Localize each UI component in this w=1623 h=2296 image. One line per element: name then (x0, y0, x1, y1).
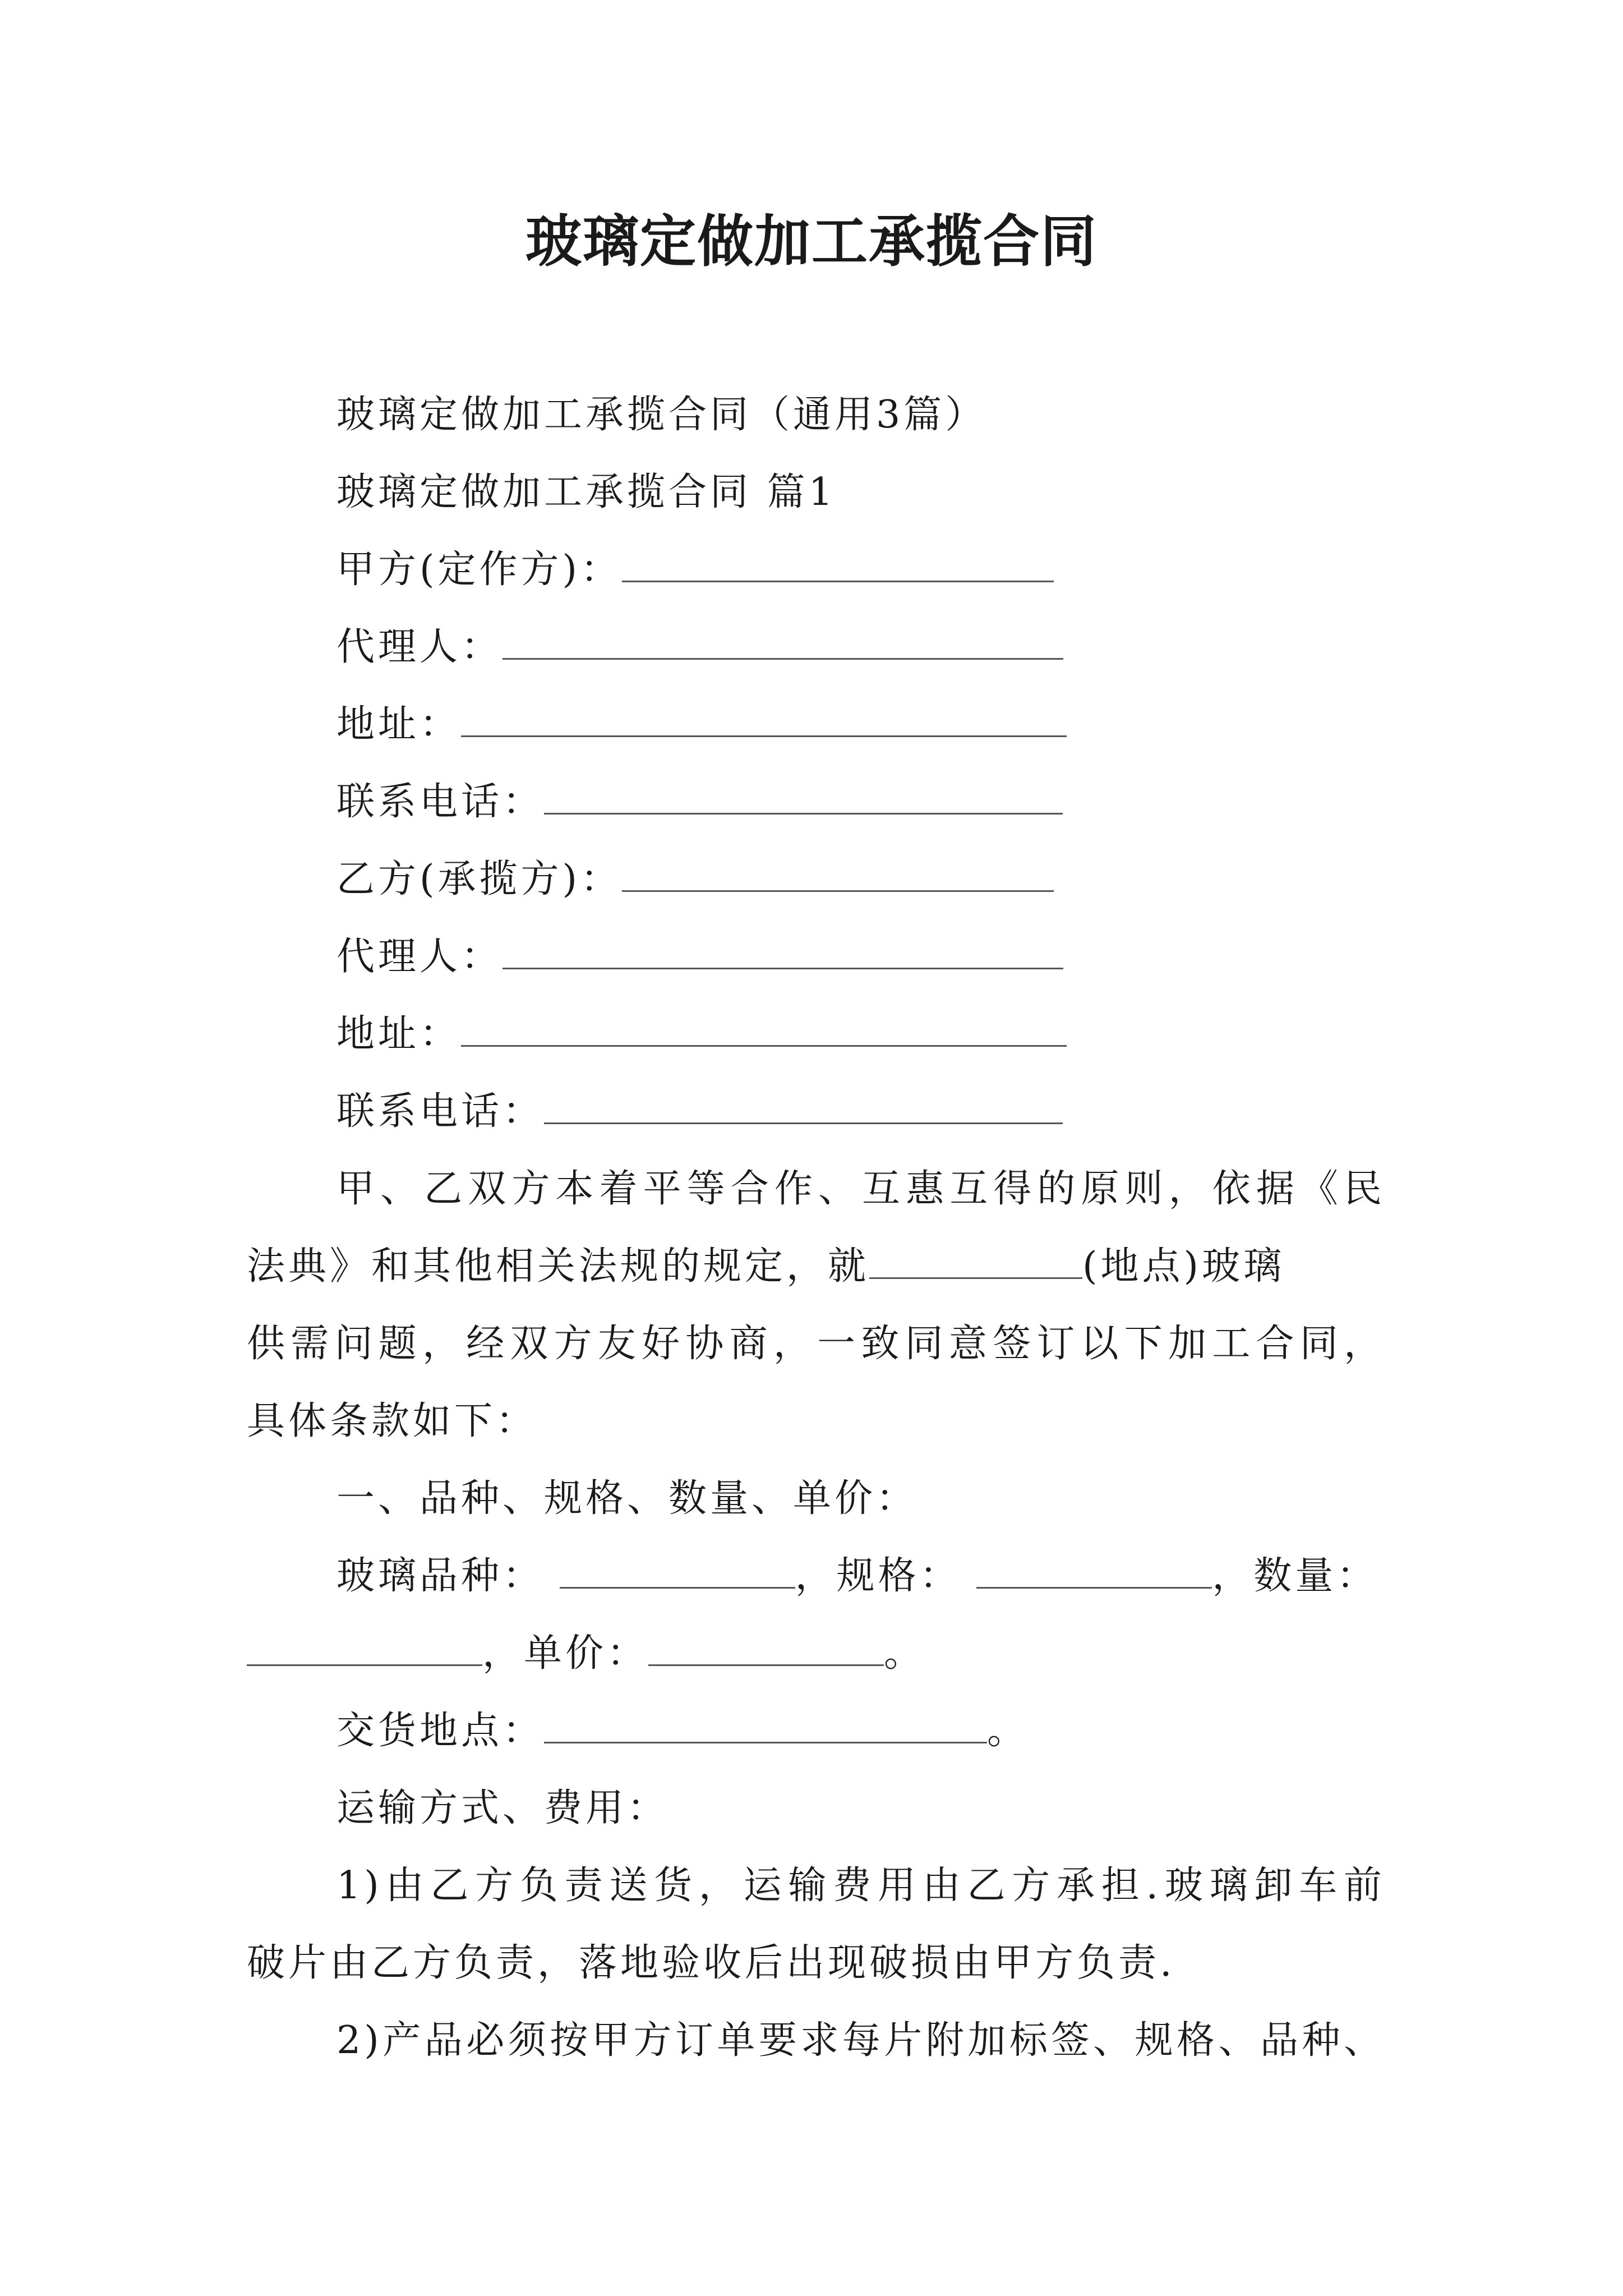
glass-type-blank (560, 1553, 795, 1589)
party-b-address-label: 地址： (336, 1012, 462, 1056)
glass-spec-row (336, 1548, 1378, 1604)
intro-line-4: 具体条款如下： (247, 1399, 538, 1443)
location-blank (869, 1244, 1082, 1279)
quantity-price-row (247, 1626, 925, 1682)
price-period: 。 (884, 1631, 926, 1676)
delivery-label: 交货地点： (336, 1709, 545, 1753)
party-b-phone-blank (544, 1089, 1063, 1124)
quantity-label: ，数量： (1212, 1554, 1378, 1598)
delivery-row (336, 1703, 1029, 1759)
intro-line-2 (247, 1239, 1285, 1295)
delivery-blank (544, 1708, 987, 1743)
section-heading: 玻璃定做加工承揽合同 篇1 (336, 470, 836, 514)
party-b-address-row (336, 1006, 1067, 1062)
spec-blank (976, 1553, 1212, 1589)
party-b-blank (622, 857, 1054, 892)
delivery-period: 。 (987, 1709, 1029, 1753)
party-a-address-row (336, 697, 1067, 753)
item-1-line-2: 破片由乙方负责，落地验收后出现破损由甲方负责. (247, 1941, 1175, 1985)
party-b-agent-blank (502, 934, 1063, 969)
quantity-blank (247, 1631, 482, 1666)
party-a-agent-blank (502, 624, 1063, 660)
party-a-address-blank (461, 702, 1067, 737)
unit-price-label: ，单价： (482, 1631, 649, 1676)
party-a-phone-row (336, 774, 1063, 830)
glass-type-label: 玻璃品种： (336, 1554, 545, 1598)
intro-line-2b: (地点)玻璃 (1082, 1244, 1285, 1289)
party-b-phone-row (336, 1084, 1063, 1140)
party-b-row (336, 852, 1054, 908)
party-a-agent-row (336, 619, 1063, 675)
party-a-agent-label: 代理人： (336, 625, 503, 669)
intro-line-1: 甲、乙双方本着平等合作、互惠互得的原则，依据《民 (336, 1167, 1385, 1211)
unit-price-blank (648, 1631, 884, 1666)
party-b-agent-label: 代理人： (336, 935, 503, 979)
party-a-phone-blank (544, 779, 1063, 815)
document-title: 玻璃定做加工承揽合同 (525, 208, 1098, 274)
intro-line-2a: 法典》和其他相关法规的规定，就 (247, 1244, 870, 1289)
party-a-address-label: 地址： (336, 702, 462, 747)
party-b-agent-row (336, 929, 1063, 985)
spec-label: ，规格： (795, 1554, 961, 1598)
party-a-row (336, 542, 1054, 598)
item-1-line-1: 1)由乙方负责送货，运输费用由乙方承担.玻璃卸车前 (336, 1864, 1385, 1908)
party-a-blank (622, 547, 1054, 582)
party-b-label: 乙方(承揽方)： (336, 857, 623, 901)
party-a-phone-label: 联系电话： (336, 780, 545, 824)
document-subtitle: 玻璃定做加工承揽合同（通用3篇） (336, 393, 987, 437)
party-a-label: 甲方(定作方)： (336, 547, 623, 592)
party-b-phone-label: 联系电话： (336, 1089, 545, 1134)
intro-line-3: 供需问题，经双方友好协商，一致同意签订以下加工合同， (247, 1322, 1385, 1366)
item-2-line-1: 2)产品必须按甲方订单要求每片附加标签、规格、品种、 (336, 2018, 1385, 2063)
transport-label: 运输方式、费用： (336, 1786, 669, 1830)
clause-1-heading: 一、品种、规格、数量、单价： (336, 1476, 918, 1521)
party-b-address-blank (461, 1011, 1067, 1047)
